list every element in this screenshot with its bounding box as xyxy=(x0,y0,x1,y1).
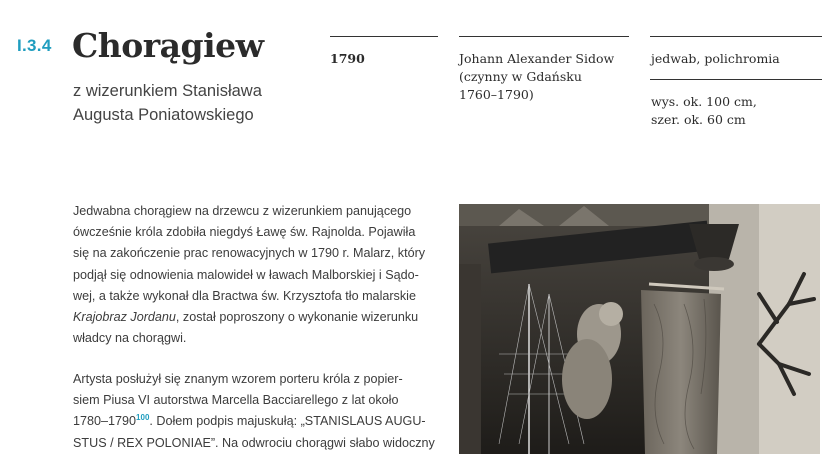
text-fragment: . Dołem podpis majuskułą: „STANISLAUS AUGU- xyxy=(149,414,426,429)
date-rule xyxy=(330,36,438,37)
text-line: ówcześnie króla zdobiła niegdyś Ławę św. Rajnolda. Pojawiła xyxy=(73,225,416,240)
photo-illustration xyxy=(459,204,820,454)
artist-activity: (czynny w Gdańsku xyxy=(459,69,582,84)
text-line: podjął się odnowienia malowideł w ławach Malborskiej i Sądo- xyxy=(73,267,419,282)
text-line xyxy=(73,411,443,432)
dimensions-info xyxy=(651,93,757,129)
artist-rule xyxy=(459,36,629,37)
subtitle-line: z wizerunkiem Stanisława xyxy=(73,82,262,100)
artwork-title: Krajobraz Jordanu xyxy=(73,310,176,325)
body-paragraph-1 xyxy=(73,201,443,349)
subtitle-line: Augusta Poniatowskiego xyxy=(73,106,254,124)
body-paragraph-2 xyxy=(73,369,443,454)
text-line xyxy=(73,307,443,328)
text-line: Artysta posłużył się znanym wzorem porteru króla z popier- xyxy=(73,372,403,386)
catalog-number: I.3.4 xyxy=(17,36,52,55)
artist-years: 1760–1790) xyxy=(459,87,534,102)
text-line: wej, a także wykonał dla Bractwa św. Krzysztofa tło malarskie xyxy=(73,288,416,303)
artist-info xyxy=(459,50,614,104)
material-rule-top xyxy=(650,36,822,37)
footnote-ref[interactable]: 100 xyxy=(136,413,150,423)
material-rule-bottom xyxy=(650,79,822,80)
page-title: Chorągiew xyxy=(72,26,264,65)
material-info: jedwab, polichromia xyxy=(651,51,780,66)
text-line: Jedwabna chorągiew na drzewcu z wizerunkiem panującego xyxy=(73,204,412,218)
text-line: się na zakończenie prac renowacyjnych w 1790 r. Malarz, który xyxy=(73,246,426,261)
text-fragment: , został poproszony o wykonanie wizerunku xyxy=(175,310,419,325)
text-line: siem Piusa VI autorstwa Marcella Bacciarellego z lat około xyxy=(73,393,399,408)
text-line: władcy na chorągwi. xyxy=(73,331,187,346)
object-date: 1790 xyxy=(330,51,365,66)
page-subtitle xyxy=(73,79,303,127)
archival-photo xyxy=(459,204,820,454)
artist-name: Johann Alexander Sidow xyxy=(459,51,615,66)
dimension-height: wys. ok. 100 cm, xyxy=(651,94,757,109)
text-line: STUS / REX POLONIAE”. Na odwrociu chorągwi słabo widoczny xyxy=(73,435,435,450)
dimension-width: szer. ok. 60 cm xyxy=(651,112,746,127)
text-fragment: 1780–1790 xyxy=(73,414,137,429)
